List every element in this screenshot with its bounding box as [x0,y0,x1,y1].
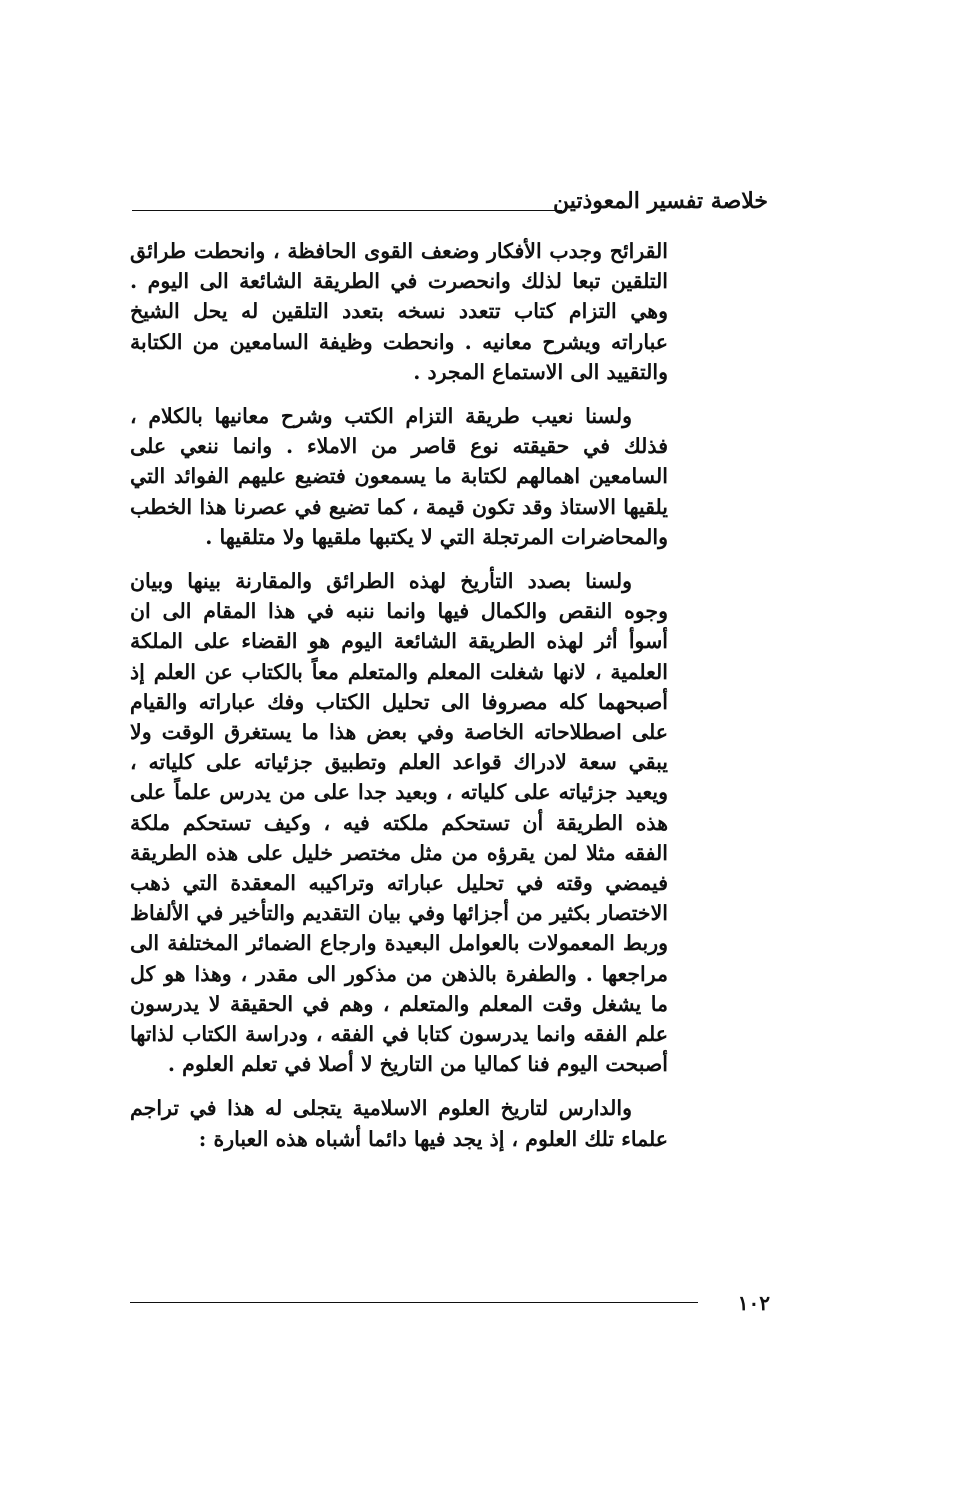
paragraph-3: ولسنا بصدد التأريخ لهذه الطرائق والمقارنة بينها وبيان وجوه النقص والكمال فيها وانما ننبه في هذا المقام الى ان أسوأ أثر لهذه الطريقة الشائعة اليوم هو القضاء على الملكة العلمية ، لانها شغلت المعلم والمتعلم معاً بالكتاب عن العلم إذ أصبحهما كله مصروفا الى تحليل الكتاب وفك عباراته والقيام على اصطلاحاته الخاصة وفي بعض هذا ما يستغرق الوقت ولا يبقي سعة لادراك قواعد العلم وتطبيق جزئياته على كلياته ، ويعيد جزئياته على كلياته ، وبعيد جدا على من يدرس علماً على هذه الطريقة أن تستحكم ملكته فيه ، وكيف تستحكم ملكة الفقه مثلا لمن يقرؤه من مثل مختصر خليل على هذه الطريقة فيمضي وقته في تحليل عباراته وتراكيبه المعقدة التي ذهب الاختصار بكثير من أجزائها وفي بيان التقديم والتأخير في الألفاظ وربط المعمولات بالعوامل البعيدة وارجاع الضمائر المختلفة الى مراجعها . والطفرة بالذهن من مذكور الى مقدر ، وهذا هو كل ما يشغل وقت المعلم والمتعلم ، وهم في الحقيقة لا يدرسون علم الفقه وانما يدرسون كتابا في الفقه ، ودراسة الكتاب لذاتها أصبحت اليوم فنا كماليا من التاريخ لا أصلا في تعلم العلوم . [130,569,668,1077]
paragraph-4: والدارس لتاريخ العلوم الاسلامية يتجلى له هذا في تراجم علماء تلك العلوم ، إذ يجد فيها دائما أشباه هذه العبارة : [130,1096,668,1151]
paragraph-gap [130,387,668,401]
header-rule [132,210,562,211]
paragraph-1: القرائح وجدب الأفكار وضعف القوى الحافظة ، وانحطت طرائق التلقين تبعا لذلك وانحصرت في الطريقة الشائعة الى اليوم . وهي التزام كتاب تتعدد نسخه بتعدد التلقين له يحل الشيخ عباراته ويشرح معانيه . وانحطت وظيفة السامعين من الكتابة والتقييد الى الاستماع المجرد . [130,239,668,384]
page-number: ١٠٢ [737,1291,770,1315]
paragraph-2: ولسنا نعيب طريقة التزام الكتب وشرح معانيها بالكلام ، فذلك في حقيقته نوع قاصر من الاملاء . وانما ننعي على السامعين اهمالهم لكتابة ما يسمعون فتضيع عليهم الفوائد التي يلقيها الاستاذ وقد تكون قيمة ، كما تضيع في عصرنا هذا الخطب والمحاضرات المرتجلة التي لا يكتبها ملقيها ولا متلقيها . [130,404,668,549]
body-text [130,236,668,1154]
paragraph-gap [130,1079,668,1093]
page-footer [130,1290,770,1316]
paragraph-gap [130,552,668,566]
footer-rule [130,1302,698,1303]
running-header-title: خلاصة تفسير المعوذتين [553,188,768,214]
running-header [132,186,768,216]
